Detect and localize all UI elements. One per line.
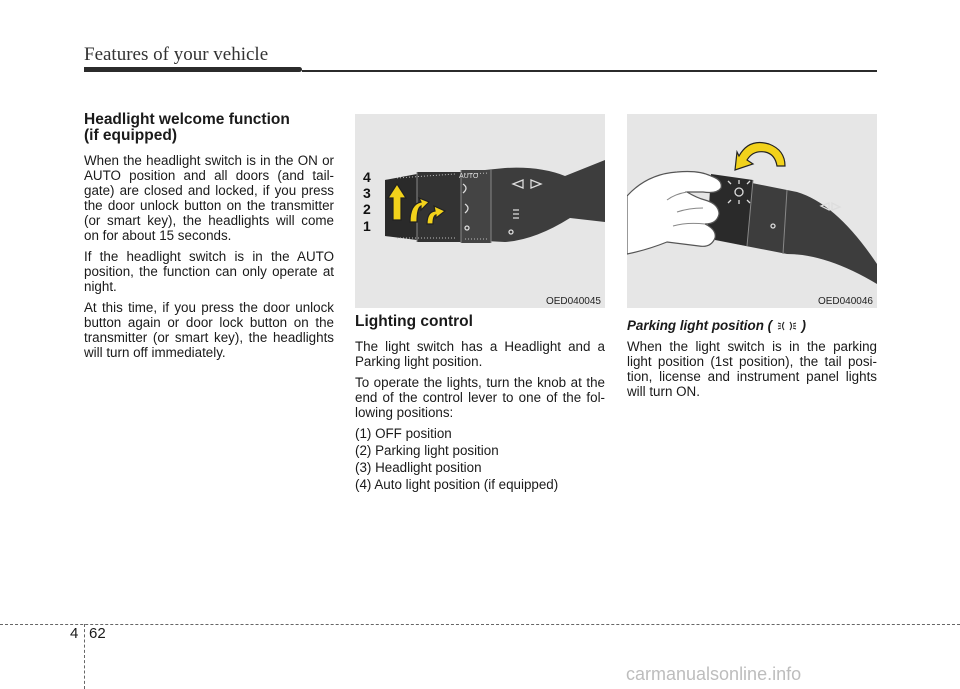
parking-light-paragraph: When the light switch is in the parking light position (1st position), the tail posi-tion, license and instrument panel lights will turn ON. — [627, 339, 877, 399]
position-label-2: 2 — [363, 201, 371, 217]
welcome-paragraph-2: If the headlight switch is in the AUTO position, the function can only operate at night. — [84, 249, 334, 294]
hand-turning-knob-figure — [627, 114, 877, 308]
header-rule-thin — [302, 70, 877, 72]
parking-light-heading — [627, 318, 877, 335]
position-item-2: (2) Parking light position — [355, 443, 499, 458]
position-label-3: 3 — [363, 185, 371, 201]
chapter-number: 4 — [70, 625, 79, 642]
welcome-function-section — [84, 112, 334, 366]
page-number: 62 — [89, 625, 106, 642]
page-header-title: Features of your vehicle — [84, 44, 269, 65]
parking-heading-suffix: ) — [801, 318, 806, 333]
lighting-control-section — [355, 314, 605, 494]
position-item-4: (4) Auto light position (if equipped) — [355, 477, 559, 492]
parking-heading-prefix: Parking light position ( — [627, 318, 773, 333]
lever-illustration — [355, 114, 605, 308]
welcome-heading-line2: (if equipped) — [84, 127, 177, 144]
lighting-control-heading: Lighting control — [355, 313, 473, 330]
lighting-paragraph-2: To operate the lights, turn the knob at the end of the control lever to one of the fol-lowing positions: — [355, 375, 605, 420]
watermark: carmanualsonline.info — [626, 664, 802, 684]
position-item-3: (3) Headlight position — [355, 460, 482, 475]
header-rule-thick — [84, 67, 302, 72]
lever-positions-figure — [355, 114, 605, 308]
welcome-paragraph-1: When the headlight switch is in the ON or AUTO position and all doors (and tail-gate) are closed and locked, if you press the door unlock button on the transmitter (or smart key), the headlights will come on for about 15 seconds. — [84, 153, 334, 243]
lighting-paragraph-1: The light switch has a Headlight and a Parking light position. — [355, 339, 605, 369]
parking-light-icon — [776, 320, 798, 335]
position-label-1: 1 — [363, 218, 371, 234]
welcome-paragraph-3: At this time, if you press the door unlock button again or door lock button on the transmitter (or smart key), the headlights will turn off immediately. — [84, 300, 334, 360]
hand-illustration — [627, 114, 877, 308]
position-label-4: 4 — [363, 169, 371, 185]
figure1-caption: OED040045 — [545, 296, 601, 307]
parking-light-section — [627, 318, 877, 405]
auto-label: AUTO — [459, 173, 479, 180]
position-item-1: (1) OFF position — [355, 426, 452, 441]
welcome-function-heading — [84, 112, 334, 144]
footer-divider — [84, 624, 85, 689]
footer-rule — [0, 624, 960, 625]
welcome-heading-line1: Headlight welcome function — [84, 111, 290, 128]
figure2-caption: OED040046 — [817, 296, 873, 307]
